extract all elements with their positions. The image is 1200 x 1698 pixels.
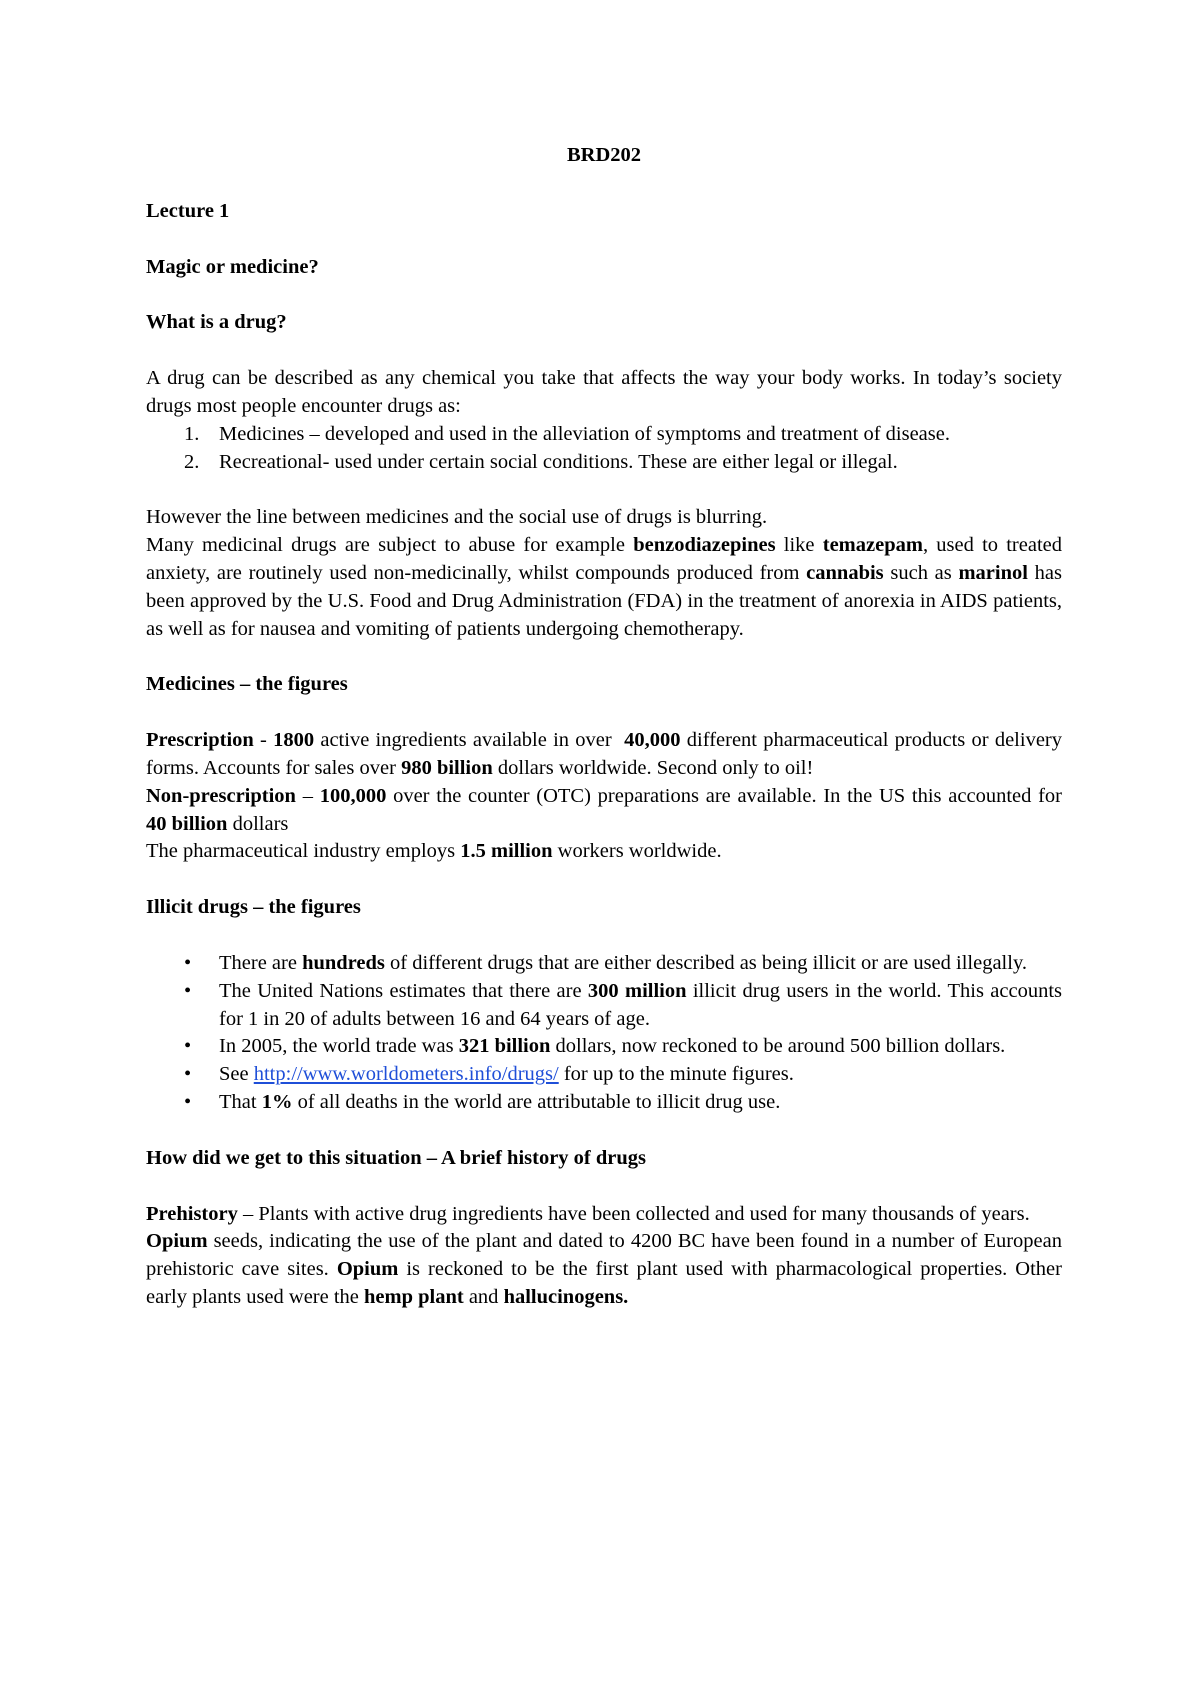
text-run: The United Nations estimates that there are bbox=[219, 979, 588, 1002]
text-run: workers worldwide. bbox=[552, 840, 722, 863]
text-run: dollars bbox=[227, 812, 289, 835]
bold-term: 321 billion bbox=[458, 1035, 551, 1058]
abuse-paragraph bbox=[146, 532, 1062, 643]
prehistory-paragraph bbox=[146, 1201, 1062, 1229]
intro-paragraph: A drug can be described as any chemical you take that affects the way your body works. In today’s society drugs most people encounter drugs as: bbox=[146, 367, 1062, 417]
bold-term: cannabis bbox=[806, 561, 884, 584]
section-heading-medicines-figures: Medicines – the figures bbox=[146, 673, 348, 696]
bold-term: Prescription bbox=[146, 729, 254, 752]
text-run: for up to the minute figures. bbox=[558, 1063, 794, 1086]
list-item bbox=[146, 449, 1062, 477]
text-run: dollars, now reckoned to be around 500 billion dollars. bbox=[550, 1035, 1006, 1058]
bold-term: 1800 bbox=[273, 729, 315, 752]
bold-term: 300 million bbox=[587, 979, 687, 1002]
bold-term: Prehistory bbox=[146, 1202, 238, 1225]
section-heading-history: How did we get to this situation – A brief history of drugs bbox=[146, 1146, 646, 1169]
bold-term: 40 billion bbox=[146, 812, 228, 835]
workers-paragraph bbox=[146, 838, 1062, 866]
text-run: such as bbox=[883, 561, 959, 584]
bold-term: 40,000 bbox=[624, 729, 681, 752]
text-run: of different drugs that are either described as being illicit or are used illegally. bbox=[384, 951, 1027, 974]
list-item-text: Medicines – developed and used in the alleviation of symptoms and treatment of disease. bbox=[219, 422, 950, 445]
lecture-heading: Lecture 1 bbox=[146, 199, 230, 222]
list-number: 1. bbox=[184, 422, 200, 445]
text-run: of all deaths in the world are attributable to illicit drug use. bbox=[292, 1090, 781, 1113]
list-item bbox=[146, 1061, 1062, 1089]
text-run: active ingredients available in over bbox=[314, 729, 625, 752]
bold-term: hemp plant bbox=[364, 1285, 464, 1308]
bold-term: Opium bbox=[146, 1230, 208, 1253]
blurring-paragraph: However the line between medicines and the social use of drugs is blurring. bbox=[146, 506, 768, 529]
bold-term: 100,000 bbox=[319, 784, 387, 807]
text-run: , used to treated anxiety, are routinely used non-medicinally, whilst compounds produced from bbox=[146, 534, 1062, 584]
bullet-icon: • bbox=[184, 1090, 192, 1113]
worldometers-link[interactable]: http://www.worldometers.info/drugs/ bbox=[253, 1063, 559, 1086]
lecture-subtitle: Magic or medicine? bbox=[146, 255, 319, 278]
bold-term: marinol bbox=[958, 561, 1028, 584]
illicit-bullet-list bbox=[146, 950, 1062, 1117]
text-run: – Plants with active drug ingredients have been collected and used for many thousands of years. bbox=[237, 1202, 1030, 1225]
non-prescription-paragraph bbox=[146, 783, 1062, 839]
text-run: dollars worldwide. Second only to oil! bbox=[492, 756, 814, 779]
list-item bbox=[146, 950, 1062, 978]
text-run: That bbox=[219, 1090, 262, 1113]
section-heading-illicit-figures: Illicit drugs – the figures bbox=[146, 896, 361, 919]
text-run: Many medicinal drugs are subject to abuse for example bbox=[146, 534, 634, 557]
list-item-text: Recreational- used under certain social conditions. These are either legal or illegal. bbox=[219, 450, 898, 473]
list-item bbox=[146, 1089, 1062, 1117]
list-number: 2. bbox=[184, 450, 200, 473]
document-title: BRD202 bbox=[566, 144, 642, 166]
bullet-icon: • bbox=[184, 1035, 192, 1058]
text-run: The pharmaceutical industry employs bbox=[146, 840, 461, 863]
drug-uses-list bbox=[146, 421, 1062, 477]
bold-term: hundreds bbox=[302, 951, 385, 974]
text-run: has been approved by the U.S. Food and Drug Administration (FDA) in the treatment of anorexia in AIDS patients, as well as for nausea and vomiting of patients undergoing chemotherapy. bbox=[146, 561, 1063, 640]
text-run: – bbox=[295, 784, 320, 807]
bullet-icon: • bbox=[184, 1063, 192, 1086]
text-run: different pharmaceutical products or delivery forms. Accounts for sales over bbox=[146, 729, 1062, 779]
text-run: In 2005, the world trade was bbox=[219, 1035, 459, 1058]
bold-term: hallucinogens. bbox=[503, 1285, 629, 1308]
bold-term: 980 billion bbox=[401, 756, 493, 779]
list-item bbox=[146, 978, 1062, 1034]
text-run: illicit drug users in the world. This accounts for 1 in 20 of adults between 16 and 64 years of age. bbox=[219, 979, 1062, 1030]
text-run: See bbox=[219, 1063, 254, 1086]
text-run: seeds, indicating the use of the plant and dated to 4200 BC have been found in a number of European prehistoric cave sites. bbox=[146, 1230, 1062, 1281]
opium-paragraph bbox=[146, 1228, 1062, 1311]
bullet-icon: • bbox=[184, 979, 192, 1002]
prescription-paragraph bbox=[146, 727, 1062, 783]
bold-term: 1.5 million bbox=[460, 840, 553, 863]
bold-term: benzodiazepines bbox=[633, 534, 776, 557]
list-item bbox=[146, 421, 1062, 449]
bold-term: 1% bbox=[261, 1090, 293, 1113]
bullet-icon: • bbox=[184, 951, 192, 974]
text-run: is reckoned to be the first plant used with pharmacological properties. Other early plants used were the bbox=[146, 1258, 1062, 1308]
text-run: and bbox=[463, 1285, 504, 1308]
text-run: like bbox=[775, 534, 823, 557]
list-item bbox=[146, 1033, 1062, 1061]
text-run: There are bbox=[219, 951, 303, 974]
text-run: - bbox=[253, 729, 274, 752]
bold-term: Non-prescription bbox=[146, 784, 296, 807]
text-run: over the counter (OTC) preparations are available. In the US this accounted for bbox=[386, 784, 1063, 807]
bold-term: temazepam bbox=[822, 534, 923, 557]
bold-term: Opium bbox=[336, 1258, 399, 1281]
section-heading-what-is-a-drug: What is a drug? bbox=[146, 311, 287, 334]
